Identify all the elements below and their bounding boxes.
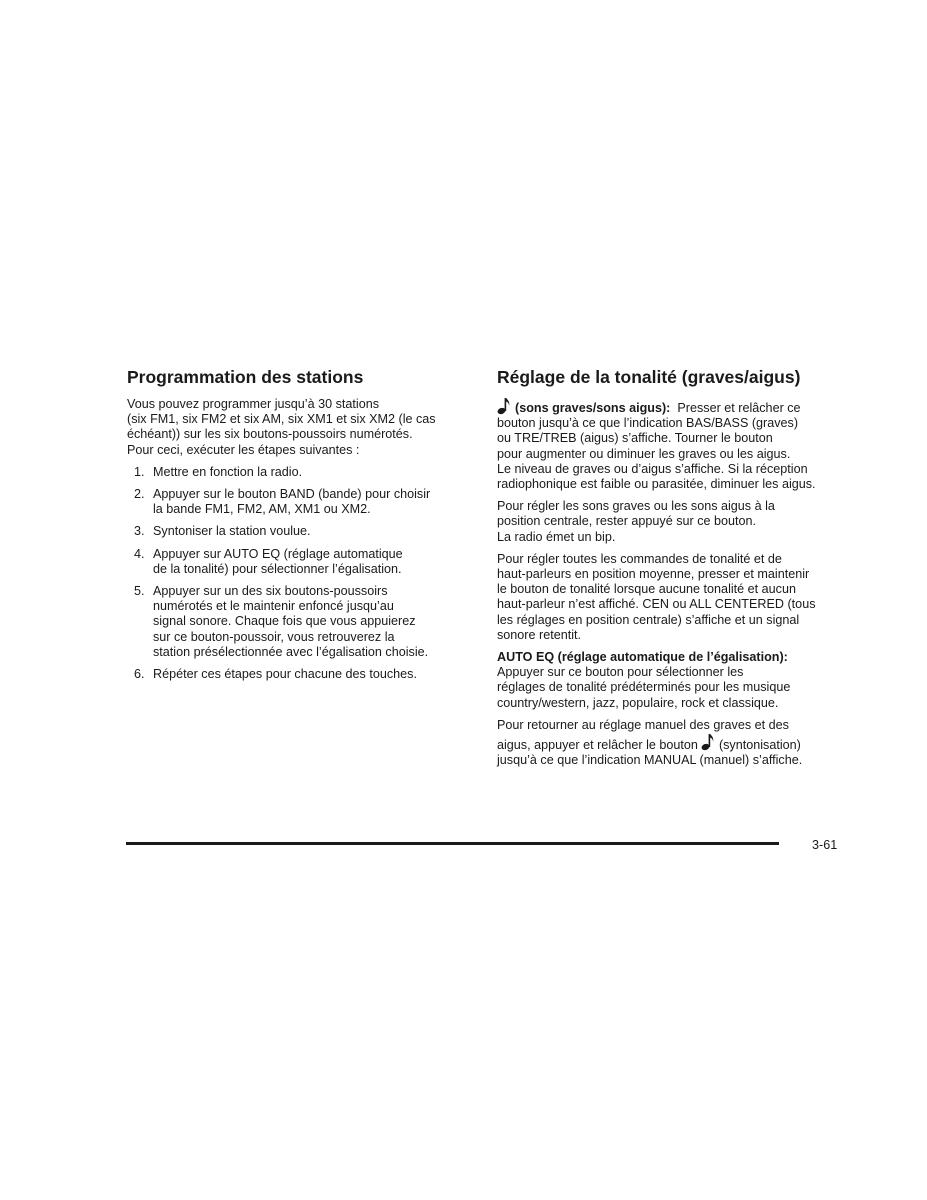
step-number: 6. xyxy=(134,667,145,682)
manual-line: (syntonisation) xyxy=(718,738,801,753)
reset-line: haut-parleur n’est affiché. CEN ou ALL CENTERED (tous xyxy=(497,597,816,612)
tone-line: Presser et relâcher ce xyxy=(677,401,801,415)
center-line: position centrale, rester appuyé sur ce bouton. xyxy=(497,514,757,529)
auto-eq-line: country/western, jazz, populaire, rock et classique. xyxy=(497,695,779,710)
tone-line: pour augmenter ou diminuer les graves ou les aigus. xyxy=(497,446,791,461)
step-text: Syntoniser la station voulue. xyxy=(153,524,311,539)
footer-rule xyxy=(126,842,779,845)
list-item xyxy=(127,524,472,539)
manual-line: Pour retourner au réglage manuel des graves et des xyxy=(497,717,789,732)
step-text: la bande FM1, FM2, AM, XM1 ou XM2. xyxy=(153,502,371,517)
center-line: Pour régler les sons graves ou les sons aigus à la xyxy=(497,499,775,514)
auto-eq-line: réglages de tonalité prédéterminés pour les musique xyxy=(497,680,791,695)
steps-list xyxy=(127,465,472,682)
step-text: numérotés et le maintenir enfoncé jusqu’au xyxy=(153,599,394,614)
list-item xyxy=(127,667,472,682)
step-text: station présélectionnée avec l’égalisation choisie. xyxy=(153,644,429,659)
left-column xyxy=(127,366,472,689)
auto-eq-paragraph xyxy=(497,650,847,711)
tone-line: ou TRE/TREB (aigus) s’affiche. Tourner le bouton xyxy=(497,431,773,446)
center-paragraph xyxy=(497,499,847,545)
tone-line: Le niveau de graves ou d’aigus s’affiche. Si la réception xyxy=(497,461,808,476)
step-number: 5. xyxy=(134,584,145,599)
manual-line: aigus, appuyer et relâcher le bouton xyxy=(497,738,698,753)
list-item xyxy=(127,487,472,517)
auto-eq-line: Appuyer sur ce bouton pour sélectionner les xyxy=(497,665,744,680)
auto-eq-bold-label: AUTO EQ (réglage automatique de l’égalisation): xyxy=(497,650,788,665)
intro-line: échéant)) sur les six boutons-poussoirs numérotés. xyxy=(127,427,413,442)
section-title-tone: Réglage de la tonalité (graves/aigus) xyxy=(497,367,801,387)
reset-paragraph xyxy=(497,552,847,643)
center-line: La radio émet un bip. xyxy=(497,529,616,544)
list-item xyxy=(127,584,472,660)
right-column xyxy=(497,366,847,775)
step-number: 2. xyxy=(134,487,145,502)
tone-paragraph xyxy=(497,397,847,492)
intro-paragraph xyxy=(127,397,472,458)
reset-line: le bouton de tonalité lorsque aucune tonalité et aucun xyxy=(497,582,796,597)
step-text: Appuyer sur AUTO EQ (réglage automatique xyxy=(153,546,403,561)
step-text: Appuyer sur le bouton BAND (bande) pour choisir xyxy=(153,487,431,502)
manual-line: jusqu’à ce que l’indication MANUAL (manuel) s’affiche. xyxy=(497,753,803,768)
step-text: Mettre en fonction la radio. xyxy=(153,464,303,479)
tone-bold-label: (sons graves/sons aigus): xyxy=(515,401,671,415)
music-note-icon xyxy=(701,733,715,751)
intro-line: Vous pouvez programmer jusqu’à 30 stations xyxy=(127,397,380,411)
intro-line: Pour ceci, exécuter les étapes suivantes : xyxy=(127,442,360,457)
music-note-icon xyxy=(497,397,511,415)
step-number: 1. xyxy=(134,464,145,479)
reset-line: Pour régler toutes les commandes de tonalité et de xyxy=(497,551,782,566)
step-text: signal sonore. Chaque fois que vous appuierez xyxy=(153,614,416,629)
step-text: sur ce bouton-poussoir, vous retrouverez la xyxy=(153,629,395,644)
step-number: 3. xyxy=(134,524,145,539)
step-text: Répéter ces étapes pour chacune des touches. xyxy=(153,667,417,682)
reset-line: les réglages en position centrale) s’affiche et un signal xyxy=(497,612,800,627)
tone-line: bouton jusqu’à ce que l’indication BAS/BASS (graves) xyxy=(497,416,799,431)
list-item xyxy=(127,465,472,480)
step-text: de la tonalité) pour sélectionner l’égalisation. xyxy=(153,561,402,576)
reset-line: haut-parleurs en position moyenne, presser et maintenir xyxy=(497,567,810,582)
reset-line: sonore retentit. xyxy=(497,627,582,642)
tone-line: radiophonique est faible ou parasitée, diminuer les aigus. xyxy=(497,477,816,492)
step-number: 4. xyxy=(134,546,145,561)
section-title-programming: Programmation des stations xyxy=(127,367,364,387)
step-text: Appuyer sur un des six boutons-poussoirs xyxy=(153,584,388,599)
manual-paragraph xyxy=(497,718,847,769)
page-number: 3-61 xyxy=(812,838,838,852)
list-item xyxy=(127,547,472,577)
intro-line: (six FM1, six FM2 et six AM, six XM1 et six XM2 (le cas xyxy=(127,412,436,427)
